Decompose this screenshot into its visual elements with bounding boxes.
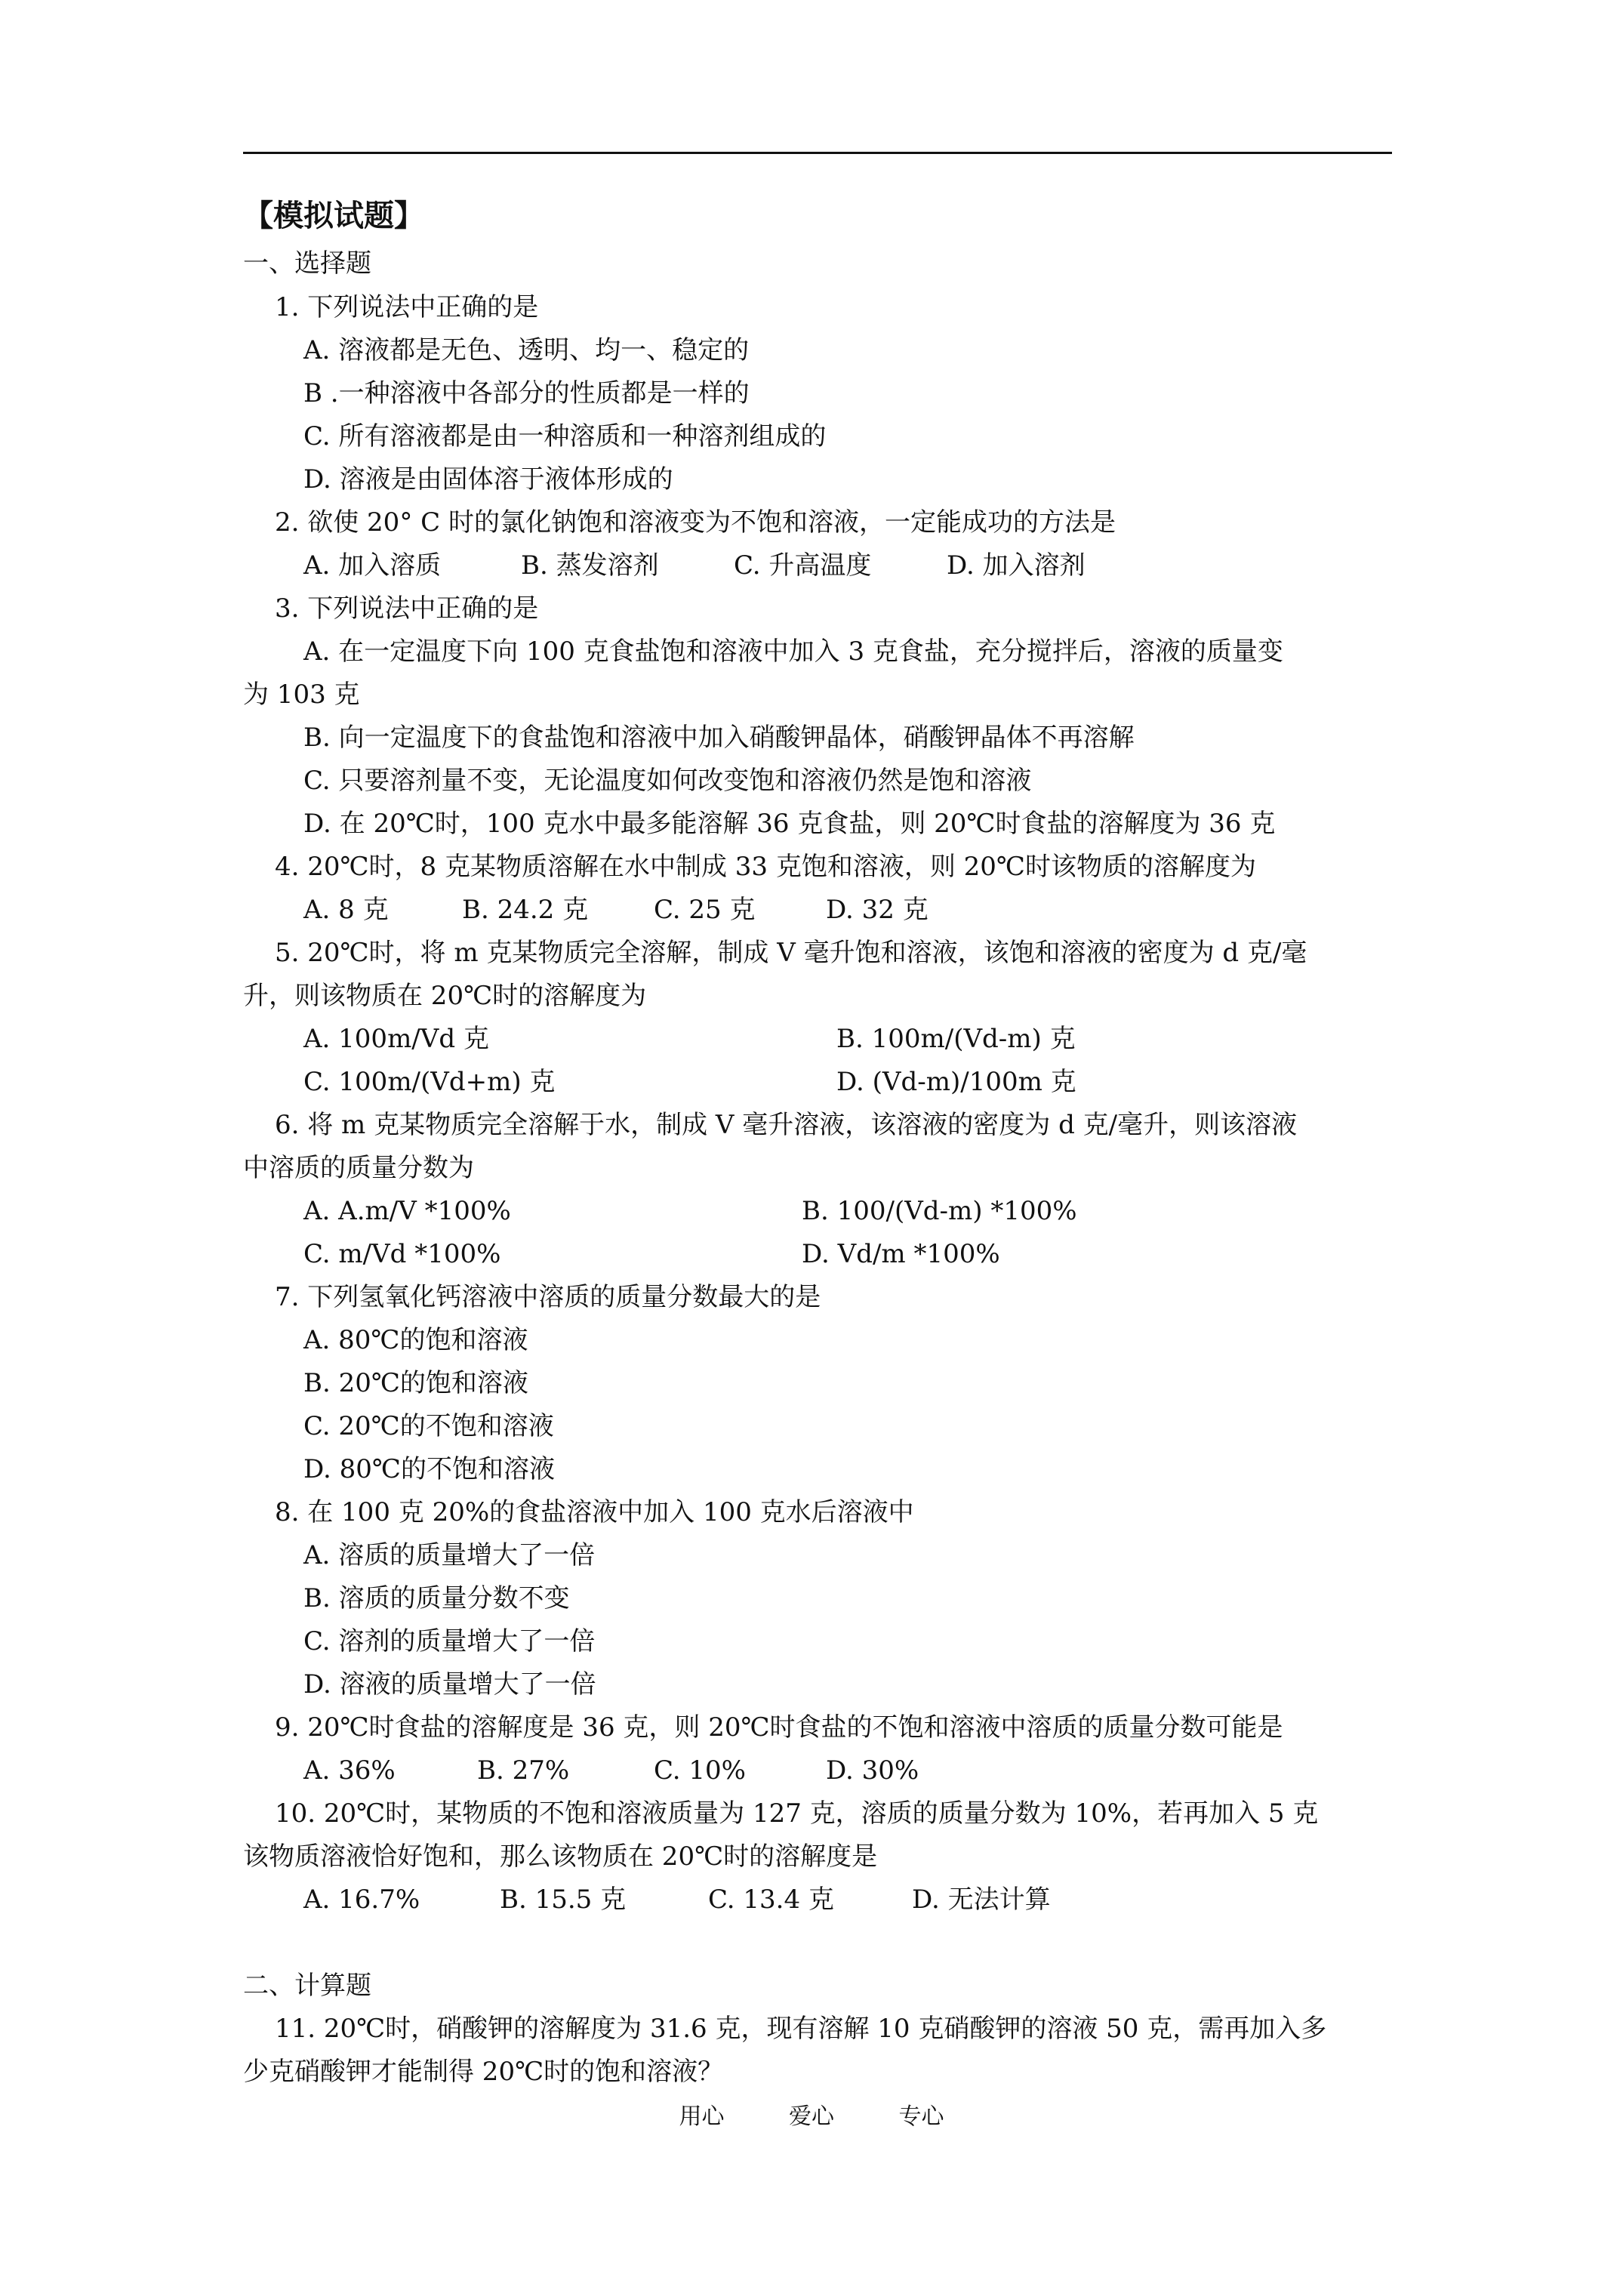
q6-stem: 6. 将 m 克某物质完全溶解于水，制成 V 毫升溶液，该溶液的密度为 d 克/毫升，则该溶液 bbox=[275, 1110, 1298, 1140]
q7-option-a: A. 80℃的饱和溶液 bbox=[303, 1325, 528, 1355]
q1-option-a: A. 溶液都是无色、透明、均一、稳定的 bbox=[303, 335, 750, 365]
q1-option-b: B .一种溶液中各部分的性质都是一样的 bbox=[303, 378, 750, 408]
q5-option-c: C. 100m/(Vd+m) 克 bbox=[303, 1067, 556, 1097]
q11-stem: 11. 20℃时，硝酸钾的溶解度为 31.6 克，现有溶解 10 克硝酸钾的溶液 50 克，需再加入多 bbox=[275, 2014, 1327, 2044]
q5-option-d: D. (Vd-m)/100m 克 bbox=[836, 1067, 1076, 1097]
q8-option-d: D. 溶液的质量增大了一倍 bbox=[303, 1669, 596, 1700]
q1-option-d: D. 溶液是由固体溶于液体形成的 bbox=[303, 464, 673, 495]
q9-option-a: A. 36% bbox=[303, 1755, 396, 1786]
q10-option-b: B. 15.5 克 bbox=[500, 1885, 627, 1915]
q10-option-a: A. 16.7% bbox=[303, 1885, 420, 1915]
q9-stem: 9. 20℃时食盐的溶解度是 36 克，则 20℃时食盐的不饱和溶液中溶质的质量分数可能是 bbox=[275, 1712, 1283, 1743]
section-heading-choice: 一、选择题 bbox=[243, 248, 371, 279]
q5-stem-cont: 升，则该物质在 20℃时的溶解度为 bbox=[243, 981, 647, 1011]
footer-word-1: 用心 bbox=[679, 2103, 725, 2130]
q8-option-a: A. 溶质的质量增大了一倍 bbox=[303, 1540, 596, 1570]
q9-option-b: B. 27% bbox=[477, 1755, 570, 1786]
q3-stem: 3. 下列说法中正确的是 bbox=[275, 593, 539, 624]
q7-option-d: D. 80℃的不饱和溶液 bbox=[303, 1454, 555, 1484]
q2-option-c: C. 升高温度 bbox=[734, 550, 872, 581]
q2-option-a: A. 加入溶质 bbox=[303, 550, 442, 581]
q3-option-d: D. 在 20℃时，100 克水中最多能溶解 36 克食盐，则 20℃时食盐的溶解度为 36 克 bbox=[303, 809, 1276, 839]
q10-option-c: C. 13.4 克 bbox=[708, 1885, 834, 1915]
q6-option-c: C. m/Vd *100% bbox=[303, 1239, 501, 1269]
q10-stem: 10. 20℃时，某物质的不饱和溶液质量为 127 克，溶质的质量分数为 10%，若再加入 5 克 bbox=[275, 1798, 1319, 1829]
q6-option-a: A. A.m/V *100% bbox=[303, 1196, 511, 1226]
q7-option-b: B. 20℃的饱和溶液 bbox=[303, 1368, 528, 1398]
page-title: 【模拟试题】 bbox=[243, 198, 424, 233]
q1-option-c: C. 所有溶液都是由一种溶质和一种溶剂组成的 bbox=[303, 421, 827, 451]
q5-stem: 5. 20℃时，将 m 克某物质完全溶解，制成 V 毫升饱和溶液，该饱和溶液的密度为 d 克/毫 bbox=[275, 938, 1307, 968]
q7-option-c: C. 20℃的不饱和溶液 bbox=[303, 1411, 554, 1441]
q3-option-c: C. 只要溶剂量不变，无论温度如何改变饱和溶液仍然是饱和溶液 bbox=[303, 766, 1032, 796]
footer-word-2: 爱心 bbox=[789, 2103, 834, 2130]
q3-option-a: A. 在一定温度下向 100 克食盐饱和溶液中加入 3 克食盐，充分搅拌后，溶液的质量变 bbox=[303, 636, 1283, 667]
q4-option-b: B. 24.2 克 bbox=[462, 895, 589, 925]
q3-option-b: B. 向一定温度下的食盐饱和溶液中加入硝酸钾晶体，硝酸钾晶体不再溶解 bbox=[303, 723, 1135, 753]
q10-stem-cont: 该物质溶液恰好饱和，那么该物质在 20℃时的溶解度是 bbox=[243, 1841, 878, 1872]
q2-option-b: B. 蒸发溶剂 bbox=[521, 550, 659, 581]
q4-stem: 4. 20℃时，8 克某物质溶解在水中制成 33 克饱和溶液，则 20℃时该物质的溶解度为 bbox=[275, 852, 1256, 882]
q4-option-d: D. 32 克 bbox=[826, 895, 929, 925]
q6-option-d: D. Vd/m *100% bbox=[802, 1239, 1000, 1269]
q5-option-b: B. 100m/(Vd-m) 克 bbox=[836, 1024, 1076, 1054]
section-heading-calc: 二、计算题 bbox=[243, 1971, 371, 2001]
q6-option-b: B. 100/(Vd-m) *100% bbox=[802, 1196, 1077, 1226]
q10-option-d: D. 无法计算 bbox=[912, 1885, 1051, 1915]
q9-option-c: C. 10% bbox=[654, 1755, 746, 1786]
q4-option-c: C. 25 克 bbox=[654, 895, 756, 925]
q7-stem: 7. 下列氢氧化钙溶液中溶质的质量分数最大的是 bbox=[275, 1282, 821, 1312]
q2-option-d: D. 加入溶剂 bbox=[947, 550, 1086, 581]
q3-option-a-cont: 为 103 克 bbox=[243, 680, 360, 710]
q8-stem: 8. 在 100 克 20%的食盐溶液中加入 100 克水后溶液中 bbox=[275, 1497, 914, 1527]
q5-option-a: A. 100m/Vd 克 bbox=[303, 1024, 489, 1054]
q9-option-d: D. 30% bbox=[826, 1755, 919, 1786]
q8-option-b: B. 溶质的质量分数不变 bbox=[303, 1583, 570, 1613]
q4-option-a: A. 8 克 bbox=[303, 895, 389, 925]
q6-stem-cont: 中溶质的质量分数为 bbox=[243, 1153, 474, 1183]
footer-word-3: 专心 bbox=[898, 2103, 944, 2130]
q11-stem-cont: 少克硝酸钾才能制得 20℃时的饱和溶液？ bbox=[243, 2057, 724, 2087]
q2-stem: 2. 欲使 20° C 时的氯化钠饱和溶液变为不饱和溶液，一定能成功的方法是 bbox=[275, 507, 1116, 538]
q1-stem: 1. 下列说法中正确的是 bbox=[275, 292, 539, 322]
q8-option-c: C. 溶剂的质量增大了一倍 bbox=[303, 1626, 596, 1657]
page-footer bbox=[0, 2103, 1623, 2131]
header-rule bbox=[243, 152, 1392, 154]
